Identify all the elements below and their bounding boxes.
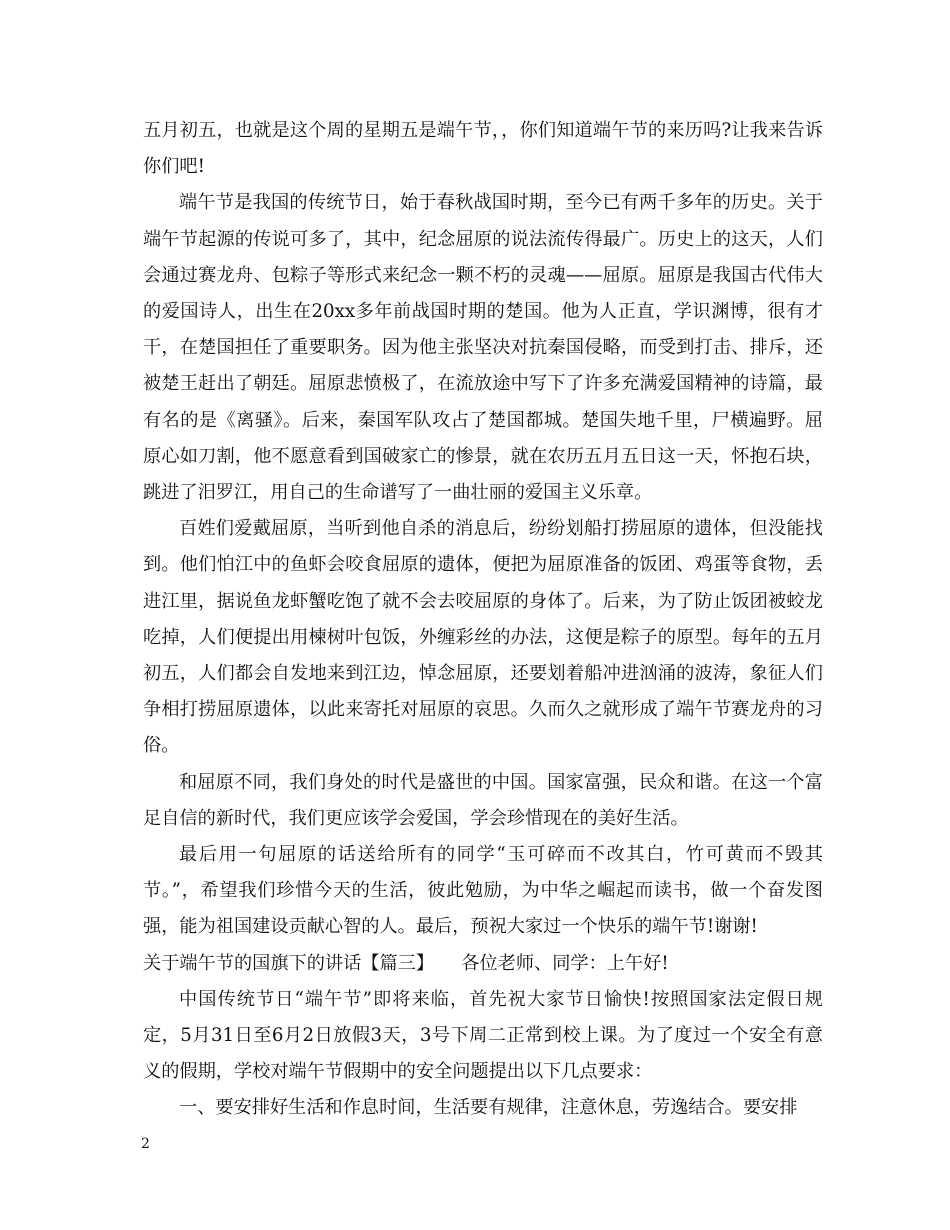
modern-era-paragraph: 和屈原不同，我们身处的时代是盛世的中国。国家富强，民众和谐。在这一个富足自信的新时代，我们更应该学会爱国，学会珍惜现在的美好生活。 <box>143 771 823 829</box>
document-body <box>143 113 823 1127</box>
holiday-notice-paragraph: 中国传统节日“端午节”即将来临，首先祝大家节日愉快!按照国家法定假日规定，5月31日至6月2日放假3天，3号下周二正常到校上课。为了度过一个安全有意义的假期，学校对端午节假期中的安全问题提出以下几点要求： <box>143 988 823 1083</box>
legend-paragraph: 百姓们爱戴屈原，当听到他自杀的消息后，纷纷划船打捞屈原的遗体，但没能找到。他们怕江中的鱼虾会咬食屈原的遗体，便把为屈原准备的饭团、鸡蛋等食物，丢进江里，据说鱼龙虾蟹吃饱了就不会去咬屈原的身体了。后来，为了防止饭团被蛟龙吃掉，人们便提出用楝树叶包饭，外缠彩丝的办法，这便是粽子的原型。每年的五月初五，人们都会自发地来到江边，悼念屈原，还要划着船冲进汹涌的波涛，象征人们争相打捞屈原遗体，以此来寄托对屈原的哀思。久而久之就形成了端午节赛龙舟的习俗。 <box>143 518 823 757</box>
closing-quote-paragraph: 最后用一句屈原的话送给所有的同学“玉可碎而不改其白，竹可黄而不毁其节。”，希望我们珍惜今天的生活，彼此勉励，为中华之崛起而读书，做一个奋发图强，能为祖国建设贡献心智的人。最后，预祝大家过一个快乐的端午节!谢谢! <box>143 844 823 938</box>
section-heading: 关于端午节的国旗下的讲话【篇三】 各位老师、同学：上午好! <box>143 952 669 974</box>
safety-rule-paragraph: 一、要安排好生活和作息时间，生活要有规律，注意休息，劳逸结合。要安排 <box>179 1097 798 1119</box>
history-paragraph: 端午节是我国的传统节日，始于春秋战国时期，至今已有两千多年的历史。关于端午节起源的传说可多了，其中，纪念屈原的说法流传得最广。历史上的这天，人们会通过赛龙舟、包粽子等形式来纪念一颗不朽的灵魂——屈原。屈原是我国古代伟大的爱国诗人，出生在20xx多年前战国时期的楚国。他为人正直，学识渊博，很有才干，在楚国担任了重要职务。因为他主张坚决对抗秦国侵略，而受到打击、排斥，还被楚王赶出了朝廷。屈原悲愤极了，在流放途中写下了许多充满爱国精神的诗篇，最有名的是《离骚》。后来，秦国军队攻占了楚国都城。楚国失地千里，尸横遍野。屈原心如刀割，他不愿意看到国破家亡的惨景，就在农历五月五日这一天，怀抱石块，跳进了汨罗江，用自己的生命谱写了一曲壮丽的爱国主义乐章。 <box>143 192 823 504</box>
page-number: 2 <box>141 1136 150 1152</box>
intro-paragraph: 五月初五，也就是这个周的星期五是端午节，，你们知道端午节的来历吗?让我来告诉你们吧! <box>143 120 823 178</box>
